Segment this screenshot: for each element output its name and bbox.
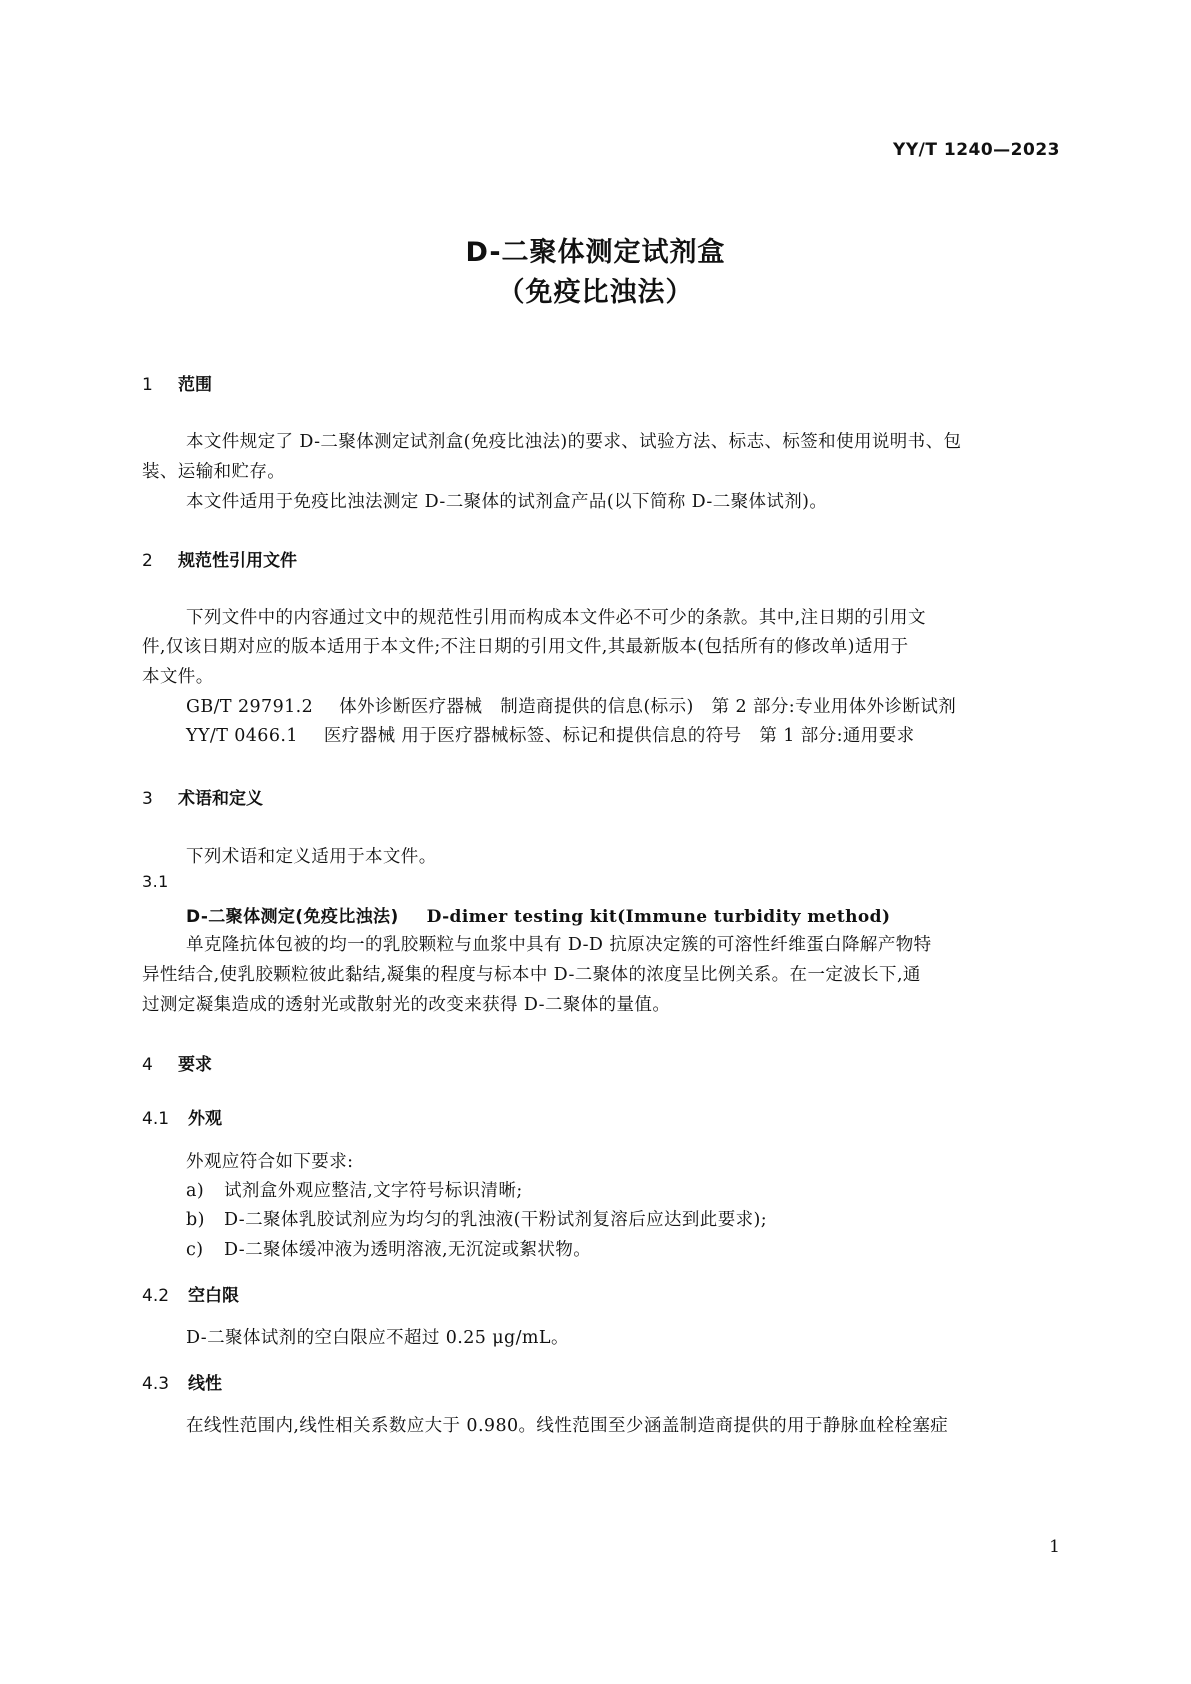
list-item: [186, 1206, 767, 1231]
paragraph: 单克隆抗体包被的均一的乳胶颗粒与血浆中具有 D-D 抗原决定簇的可溶性纤维蛋白降解产物特: [186, 935, 932, 955]
section-title: 术语和定义: [178, 789, 263, 809]
paragraph: 装、运输和贮存。: [142, 462, 286, 482]
list-text: D-二聚体乳胶试剂应为均匀的乳浊液(干粉试剂复溶后应达到此要求);: [224, 1210, 768, 1230]
subsection-title: 外观: [188, 1109, 222, 1129]
paragraph: 本文件规定了 D-二聚体测定试剂盒(免疫比浊法)的要求、试验方法、标志、标签和使用说明书、包: [186, 432, 962, 452]
list-marker: b): [186, 1210, 205, 1230]
paragraph: D-二聚体试剂的空白限应不超过 0.25 μg/mL。: [186, 1328, 569, 1348]
subsection-number: 4.2: [142, 1286, 170, 1306]
paragraph: 件,仅该日期对应的版本适用于本文件;不注日期的引用文件,其最新版本(包括所有的修改单)适用于: [142, 637, 909, 657]
paragraph: 外观应符合如下要求:: [186, 1152, 354, 1172]
subsection-number: 4.3: [142, 1374, 170, 1394]
term-number: 3.1: [142, 872, 169, 891]
section-4-heading: [142, 1050, 212, 1075]
section-title: 要求: [178, 1055, 212, 1075]
paragraph: 异性结合,使乳胶颗粒彼此黏结,凝集的程度与标本中 D-二聚体的浓度呈比例关系。在一定波长下,通: [142, 965, 921, 985]
term-chinese: D-二聚体测定(免疫比浊法): [186, 907, 399, 927]
paragraph: 在线性范围内,线性相关系数应大于 0.980。线性范围至少涵盖制造商提供的用于静脉血栓栓塞症: [186, 1416, 949, 1436]
doc-title: D-二聚体测定试剂盒: [465, 237, 726, 268]
subsection-4-3-heading: [142, 1369, 222, 1394]
subsection-title: 空白限: [188, 1286, 239, 1306]
standard-number: YY/T 1240—2023: [893, 140, 1060, 160]
list-item: [186, 1236, 591, 1261]
section-title: 规范性引用文件: [178, 551, 297, 571]
subsection-4-2-heading: [142, 1281, 239, 1306]
paragraph: 过测定凝集造成的透射光或散射光的改变来获得 D-二聚体的量值。: [142, 995, 671, 1015]
section-number: 2: [142, 551, 153, 571]
term-english: D-dimer testing kit(Immune turbidity method): [426, 907, 891, 927]
subsection-number: 4.1: [142, 1109, 170, 1129]
list-item: [186, 1177, 523, 1202]
reference-code: YY/T 0466.1: [186, 726, 298, 746]
reference-code: GB/T 29791.2: [186, 697, 314, 717]
list-text: 试剂盒外观应整洁,文字符号标识清晰;: [224, 1181, 523, 1201]
section-2-heading: [142, 546, 297, 571]
section-1-heading: [142, 370, 212, 395]
section-3-heading: [142, 784, 263, 809]
term-entry: [186, 902, 1106, 927]
list-marker: c): [186, 1240, 204, 1260]
paragraph: 本文件。: [142, 667, 214, 687]
page-number: 1: [1049, 1537, 1060, 1557]
section-number: 4: [142, 1055, 153, 1075]
reference-title: 医疗器械 用于医疗器械标签、标记和提供信息的符号 第 1 部分:通用要求: [323, 726, 915, 746]
list-text: D-二聚体缓冲液为透明溶液,无沉淀或絮状物。: [224, 1240, 592, 1260]
normative-reference: [186, 693, 1106, 718]
subsection-4-1-heading: [142, 1104, 222, 1129]
list-marker: a): [186, 1181, 205, 1201]
paragraph: 本文件适用于免疫比浊法测定 D-二聚体的试剂盒产品(以下简称 D-二聚体试剂)。: [186, 492, 828, 512]
doc-subtitle: （免疫比浊法）: [497, 277, 694, 308]
section-number: 3: [142, 789, 153, 809]
paragraph: 下列术语和定义适用于本文件。: [186, 847, 437, 867]
section-number: 1: [142, 375, 153, 395]
section-title: 范围: [178, 375, 212, 395]
paragraph: 下列文件中的内容通过文中的规范性引用而构成本文件必不可少的条款。其中,注日期的引用文: [186, 608, 926, 628]
normative-reference: [186, 722, 1106, 747]
reference-title: 体外诊断医疗器械 制造商提供的信息(标示) 第 2 部分:专业用体外诊断试剂: [339, 697, 957, 717]
subsection-title: 线性: [188, 1374, 222, 1394]
